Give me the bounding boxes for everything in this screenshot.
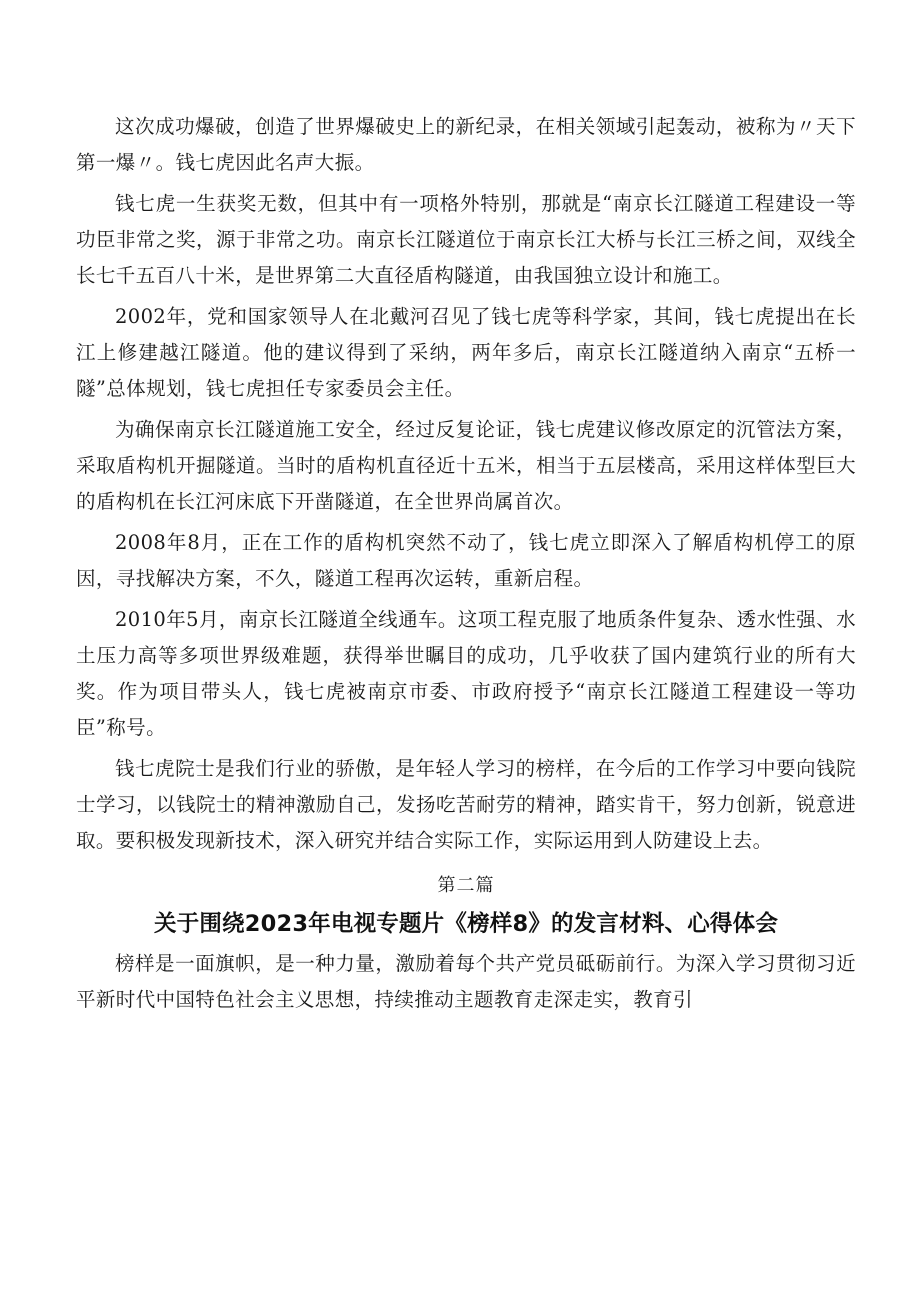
body-paragraph: 钱七虎院士是我们行业的骄傲，是年轻人学习的榜样，在今后的工作学习中要向钱院士学习，以钱院士的精神激励自己，发扬吃苦耐劳的精神，踏实肯干，努力创新，锐意进取。要积极发现新技术，深入研究并结合实际工作，实际运用到人防建设上去。 <box>76 757 856 852</box>
body-paragraph: 钱七虎一生获奖无数，但其中有一项格外特别，那就是“南京长江隧道工程建设一等功臣非常之奖，源于非常之功。南京长江隧道位于南京长江大桥与长江三桥之间，双线全长七千五百八十米，是世界第二大直径盾构隧道，由我国独立设计和施工。 <box>76 192 856 287</box>
body-paragraph: 这次成功爆破，创造了世界爆破史上的新纪录，在相关领域引起轰动，被称为〃天下第一爆〃。钱七虎因此名声大振。 <box>76 115 856 174</box>
section-label: 第二篇 <box>437 875 495 896</box>
body-paragraph: 为确保南京长江隧道施工安全，经过反复论证，钱七虎建议修改原定的沉管法方案，采取盾构机开掘隧道。当时的盾构机直径近十五米，相当于五层楼高，采用这样体型巨大的盾构机在长江河床底下开凿隧道，在全世界尚属首次。 <box>76 418 856 513</box>
section-title: 关于围绕2023年电视专题片《榜样8》的发言材料、心得体会 <box>153 911 779 937</box>
document-page <box>76 109 856 1023</box>
body-paragraph: 2010年5月，南京长江隧道全线通车。这项工程克服了地质条件复杂、透水性强、水土压力高等多项世界级难题，获得举世瞩目的成功，几乎收获了国内建筑行业的所有大奖。作为项目带头人，钱七虎被南京市委、市政府授予“南京长江隧道工程建设一等功臣”称号。 <box>76 608 856 739</box>
body-paragraph: 2008年8月，正在工作的盾构机突然不动了，钱七虎立即深入了解盾构机停工的原因，寻找解决方案，不久，隧道工程再次运转，重新启程。 <box>76 531 856 590</box>
body-paragraph: 2002年，党和国家领导人在北戴河召见了钱七虎等科学家，其间，钱七虎提出在长江上修建越江隧道。他的建议得到了采纳，两年多后，南京长江隧道纳入南京“五桥一隧”总体规划，钱七虎担任专家委员会主任。 <box>76 305 856 400</box>
body-paragraph: 榜样是一面旗帜，是一种力量，激励着每个共产党员砥砺前行。为深入学习贯彻习近平新时代中国特色社会主义思想，持续推动主题教育走深走实，教育引 <box>76 952 856 1011</box>
